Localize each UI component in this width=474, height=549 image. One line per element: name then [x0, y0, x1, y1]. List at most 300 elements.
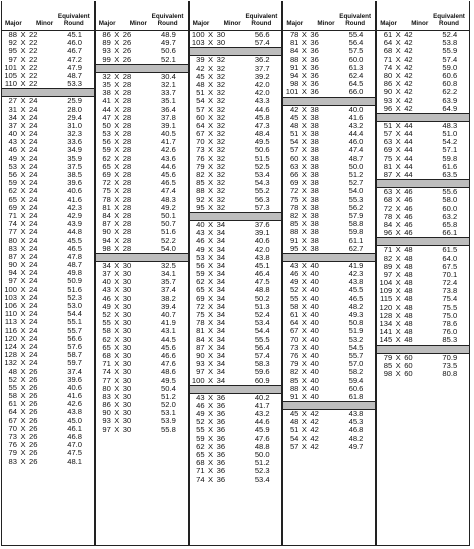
times-sign: X [395, 335, 401, 345]
equivalent-round-value: 44.4 [348, 129, 364, 139]
table-row [283, 443, 375, 451]
table-row [190, 39, 282, 47]
major-value: 53 [8, 161, 17, 171]
equivalent-round-value: 50.0 [254, 450, 270, 459]
minor-value: 30 [122, 310, 132, 319]
times-sign: X [20, 309, 26, 319]
equivalent-round-value: 29.4 [67, 112, 82, 122]
minor-value: 24 [29, 268, 38, 278]
equivalent-round-value: 51.0 [442, 129, 458, 139]
major-value: 59 [196, 433, 205, 443]
table-column [1, 1, 95, 546]
times-sign: X [301, 178, 307, 188]
major-value: 49 [196, 409, 205, 419]
equivalent-round-value: 59.6 [254, 367, 270, 377]
equivalent-round-value: 33.7 [161, 88, 176, 98]
major-value: 89 [102, 38, 111, 48]
equivalent-round-value: 60.9 [254, 375, 270, 385]
times-sign: X [395, 286, 401, 296]
times-sign: X [208, 342, 214, 352]
major-value: 78 [289, 202, 299, 212]
times-sign: X [114, 243, 120, 253]
table-row [2, 80, 94, 88]
equivalent-round-value: 70.1 [442, 269, 458, 279]
equivalent-round-value: 50.9 [67, 276, 82, 286]
major-value: 65 [196, 285, 205, 295]
equivalent-round-value: 58.7 [67, 350, 82, 360]
major-value: 42 [289, 104, 299, 114]
major-value: 59 [102, 145, 111, 155]
equivalent-round-value: 46.7 [67, 46, 82, 56]
major-value: 103 [191, 38, 205, 48]
times-sign: X [20, 104, 26, 114]
times-sign: X [395, 70, 401, 80]
times-sign: X [301, 153, 307, 163]
times-sign: X [208, 244, 214, 254]
equivalent-header-line: Equivalent [433, 13, 465, 20]
major-value: 49 [102, 301, 111, 311]
major-value: 68 [383, 195, 393, 205]
major-value: 85 [383, 360, 393, 370]
equivalent-round-value: 57.1 [442, 145, 458, 155]
equivalent-round-value: 62.7 [348, 243, 364, 253]
times-sign: X [395, 87, 401, 97]
minor-value: 30 [122, 301, 132, 311]
minor-value: 22 [29, 70, 38, 80]
times-sign: X [301, 433, 307, 443]
major-value: 89 [383, 261, 393, 271]
equivalent-round-value: 32.5 [161, 260, 176, 270]
major-value: 85 [196, 178, 205, 188]
major-value: 101 [285, 87, 299, 97]
times-sign: X [208, 112, 214, 122]
major-value: 97 [8, 276, 17, 286]
major-value: 62 [196, 277, 205, 287]
minor-value: 38 [310, 186, 319, 196]
times-sign: X [395, 120, 401, 130]
major-value: 68 [196, 458, 205, 468]
major-value: 64 [196, 120, 205, 130]
equivalent-round-value: 55.7 [67, 325, 82, 335]
major-value: 79 [383, 352, 393, 362]
minor-value: 28 [122, 235, 132, 245]
major-value: 69 [102, 170, 111, 179]
minor-value: 36 [216, 441, 226, 451]
minor-value: 28 [122, 219, 132, 229]
minor-value: 32 [216, 104, 226, 114]
minor-value: 30 [122, 408, 132, 418]
times-sign: X [20, 38, 26, 48]
major-value: 37 [8, 120, 17, 130]
equivalent-round-value: 57.0 [348, 359, 364, 369]
equivalent-round-value: 64.0 [442, 253, 458, 263]
times-sign: X [20, 46, 26, 56]
times-sign: X [20, 284, 26, 294]
equivalent-round-value: 61.5 [442, 245, 458, 255]
equivalent-round-value: 45.3 [348, 417, 364, 427]
major-value: 42 [196, 63, 205, 73]
major-value: 65 [8, 194, 17, 204]
minor-value: 24 [29, 292, 38, 302]
minor-value: 22 [29, 54, 38, 64]
minor-value: 34 [216, 244, 226, 254]
equivalent-round-value: 37.4 [67, 366, 82, 376]
minor-value: 32 [216, 137, 226, 147]
equivalent-round-value: 47.0 [67, 440, 82, 450]
equivalent-round-value: 40.2 [254, 392, 270, 402]
times-sign: X [208, 137, 214, 147]
minor-value: 46 [404, 203, 413, 213]
equivalent-round-value: 49.5 [254, 137, 270, 147]
minor-value: 32 [216, 129, 226, 139]
equivalent-round-value: 45.0 [67, 415, 82, 425]
equivalent-round-value: 40.6 [254, 236, 270, 246]
equivalent-round-value: 56.4 [254, 342, 270, 352]
major-value: 97 [8, 54, 17, 64]
equivalent-round-value: 52.3 [254, 466, 270, 476]
equivalent-round-value: 58.0 [442, 195, 458, 205]
minor-value: 24 [29, 186, 38, 196]
major-value: 145 [379, 335, 393, 345]
minor-value: 24 [29, 96, 38, 106]
times-sign: X [208, 228, 214, 238]
major-value: 94 [8, 268, 17, 278]
major-value: 116 [4, 325, 17, 335]
minor-value: 30 [122, 391, 132, 401]
major-value: 84 [383, 219, 393, 229]
major-value: 71 [383, 54, 393, 64]
equivalent-round-value: 32.3 [67, 129, 82, 139]
equivalent-round-value: 44.5 [161, 334, 176, 344]
times-sign: X [208, 392, 214, 402]
equivalent-round-value: 75.4 [442, 294, 458, 304]
equivalent-round-value: 55.7 [348, 350, 364, 360]
major-value: 95 [196, 202, 205, 212]
minor-value: 46 [404, 187, 413, 197]
major-value: 55 [102, 318, 111, 328]
equivalent-round-value: 48.2 [348, 433, 364, 443]
major-value: 83 [8, 456, 17, 466]
major-value: 64 [289, 318, 299, 328]
minor-value: 26 [29, 440, 38, 450]
equivalent-round-value: 61.8 [348, 391, 364, 401]
major-value: 45 [289, 409, 299, 419]
major-value: 113 [4, 317, 17, 327]
times-sign: X [208, 269, 214, 279]
equivalent-round-value: 59.8 [442, 153, 458, 163]
equivalent-round-value: 55.8 [161, 424, 176, 434]
major-value: 52 [196, 417, 205, 427]
minor-value: 24 [29, 153, 38, 163]
major-value: 65 [102, 342, 111, 352]
major-value: 80 [102, 383, 111, 393]
major-value: 74 [196, 474, 205, 484]
major-value: 56 [8, 170, 17, 179]
minor-value: 42 [404, 95, 413, 105]
equivalent-round-value: 44.6 [254, 104, 270, 114]
equivalent-round-value: 47.9 [67, 62, 82, 72]
equivalent-round-value: 54.4 [67, 309, 82, 319]
major-value: 83 [8, 243, 17, 253]
major-value: 76 [8, 440, 17, 450]
major-value: 51 [289, 425, 299, 435]
major-value: 81 [289, 38, 299, 48]
equivalent-round-value: 47.2 [67, 54, 82, 64]
equivalent-round-value: 53.3 [67, 79, 82, 89]
minor-value: 40 [310, 301, 319, 311]
major-value: 69 [196, 293, 205, 303]
minor-value: 48 [404, 278, 413, 288]
equivalent-round-value: 52.2 [161, 235, 176, 245]
minor-value: 24 [29, 276, 38, 286]
minor-value: 44 [404, 161, 413, 171]
minor-value: 32 [216, 145, 226, 155]
minor-value: 32 [216, 178, 226, 188]
times-sign: X [395, 294, 401, 304]
minor-value: 48 [404, 310, 413, 320]
equivalent-round-value: 50.4 [161, 383, 176, 393]
times-sign: X [208, 260, 214, 270]
equivalent-round-value: 38.2 [161, 293, 176, 303]
times-sign: X [301, 417, 307, 427]
table-row [283, 88, 375, 96]
table-column [376, 1, 470, 546]
major-value: 70 [289, 334, 299, 344]
times-sign: X [20, 202, 26, 212]
equivalent-round-value: 60.8 [442, 79, 458, 89]
minor-value: 32 [216, 186, 226, 196]
major-value: 48 [289, 417, 299, 427]
minor-value: 38 [310, 161, 319, 171]
minor-value: 28 [122, 210, 132, 220]
times-sign: X [20, 30, 26, 39]
times-sign: X [208, 202, 214, 212]
minor-value: 30 [122, 367, 132, 377]
equivalent-round-value: 43.1 [161, 326, 176, 336]
times-sign: X [301, 137, 307, 147]
minor-value: 34 [216, 326, 226, 336]
times-sign: X [114, 120, 120, 130]
major-value: 62 [8, 186, 17, 196]
times-sign: X [301, 79, 307, 89]
equivalent-round-value: 53.2 [348, 334, 364, 344]
equivalent-round-value: 41.9 [161, 318, 176, 328]
equivalent-round-value: 78.6 [442, 319, 458, 328]
equivalent-round-value: 38.5 [67, 170, 82, 179]
major-value: 68 [383, 46, 393, 56]
times-sign: X [301, 342, 307, 352]
times-sign: X [20, 243, 26, 253]
equivalent-round-value: 45.6 [161, 170, 176, 179]
times-sign: X [208, 301, 214, 311]
times-sign: X [114, 104, 120, 114]
table-row [283, 393, 375, 401]
times-sign: X [395, 203, 401, 213]
minor-value: 30 [216, 38, 226, 48]
times-sign: X [395, 137, 401, 147]
major-value: 90 [102, 408, 111, 418]
equivalent-round-value: 46.5 [67, 243, 82, 253]
minor-value: 34 [216, 293, 226, 303]
minor-value: 38 [310, 210, 319, 220]
major-value: 82 [289, 210, 299, 220]
times-sign: X [208, 409, 214, 419]
minor-value: 38 [310, 137, 319, 147]
minor-value: 30 [122, 416, 132, 426]
minor-value: 24 [29, 251, 38, 261]
times-sign: X [20, 301, 26, 310]
times-sign: X [301, 227, 307, 237]
equivalent-round-value: 48.4 [254, 129, 270, 139]
times-sign: X [20, 423, 26, 433]
equivalent-round-value: 59.7 [67, 358, 82, 368]
minor-value: 46 [404, 228, 413, 238]
minor-value: 38 [310, 243, 319, 253]
times-sign: X [114, 137, 120, 147]
major-value: 85 [289, 219, 299, 229]
equivalent-round-value: 49.7 [348, 441, 364, 451]
equivalent-round-value: 55.3 [348, 194, 364, 204]
major-value: 98 [102, 243, 111, 253]
minor-value: 28 [122, 227, 132, 237]
minor-value: 24 [29, 227, 38, 237]
equivalent-round-value: 49.8 [67, 268, 82, 278]
equivalent-round-value: 43.8 [348, 409, 364, 419]
times-sign: X [20, 137, 26, 147]
times-sign: X [114, 424, 120, 434]
minor-value: 34 [216, 260, 226, 270]
minor-value: 30 [122, 285, 132, 295]
minor-value: 24 [29, 178, 38, 188]
minor-value: 30 [122, 342, 132, 352]
minor-value: 24 [29, 219, 38, 229]
times-sign: X [395, 129, 401, 139]
times-sign: X [20, 325, 26, 335]
table-row [377, 336, 469, 344]
major-value: 124 [4, 341, 17, 351]
major-value: 57 [289, 441, 299, 451]
major-value: 97 [196, 367, 205, 377]
times-sign: X [208, 153, 214, 163]
minor-value: 26 [29, 432, 38, 441]
minor-value: 38 [310, 145, 319, 155]
equivalent-round-value: 51.6 [67, 284, 82, 294]
times-sign: X [301, 383, 307, 393]
equivalent-round-value: 64.9 [442, 103, 458, 113]
equivalent-round-value: 72.4 [442, 278, 458, 288]
minor-value: 48 [404, 319, 413, 328]
times-sign: X [395, 195, 401, 205]
times-sign: X [114, 178, 120, 188]
times-sign: X [114, 318, 120, 328]
equivalent-round-value: 52.1 [161, 54, 176, 64]
times-sign: X [208, 293, 214, 303]
times-sign: X [20, 129, 26, 139]
times-sign: X [208, 359, 214, 369]
major-value: 97 [383, 269, 393, 279]
major-value: 49 [289, 277, 299, 287]
equivalent-round-value: 59.4 [348, 375, 364, 385]
major-value: 53 [196, 252, 205, 262]
times-sign: X [20, 70, 26, 80]
major-value: 82 [196, 170, 205, 179]
minor-value: 36 [216, 474, 226, 484]
major-value: 74 [102, 367, 111, 377]
equivalent-round-value: 41.7 [254, 400, 270, 410]
times-sign: X [114, 79, 120, 89]
major-value: 100 [191, 30, 205, 39]
minor-value: 38 [310, 227, 319, 237]
minor-value: 24 [29, 145, 38, 155]
times-sign: X [20, 186, 26, 196]
times-sign: X [208, 425, 214, 435]
minor-value: 32 [216, 55, 226, 65]
major-value: 106 [4, 301, 17, 310]
times-sign: X [395, 261, 401, 271]
times-sign: X [20, 194, 26, 204]
minor-value: 36 [216, 392, 226, 402]
major-value: 66 [289, 170, 299, 179]
minor-value: 34 [216, 219, 226, 229]
times-sign: X [20, 341, 26, 351]
equivalent-round-value: 39.1 [254, 228, 270, 238]
major-value: 95 [8, 46, 17, 56]
equivalent-round-value: 25.9 [67, 96, 82, 106]
equivalent-header-line: Equivalent [339, 13, 372, 20]
times-sign: X [114, 260, 120, 270]
times-sign: X [301, 219, 307, 229]
times-sign: X [114, 96, 120, 106]
major-value: 61 [289, 310, 299, 319]
major-value: 98 [383, 368, 393, 378]
times-sign: X [208, 334, 214, 344]
equivalent-round-value: 53.9 [161, 416, 176, 426]
equivalent-round-value: 51.3 [254, 301, 270, 311]
major-value: 104 [379, 278, 393, 288]
minor-value: 34 [216, 375, 226, 385]
minor-value: 28 [122, 161, 132, 171]
times-sign: X [20, 235, 26, 245]
equivalent-round-value: 45.1 [67, 30, 82, 39]
equivalent-round-value: 75.0 [442, 310, 458, 320]
minor-value: 40 [310, 342, 319, 352]
equivalent-round-value: 41.9 [348, 260, 364, 270]
minor-value: 30 [122, 400, 132, 410]
minor-value: 26 [122, 30, 132, 39]
major-value: 84 [196, 334, 205, 344]
minor-value: 30 [122, 350, 132, 360]
times-sign: X [208, 120, 214, 130]
minor-value: 36 [310, 38, 319, 48]
equivalent-round-value: 34.9 [67, 145, 82, 155]
times-sign: X [208, 474, 214, 484]
major-value: 90 [196, 350, 205, 360]
times-sign: X [20, 96, 26, 106]
times-sign: X [395, 228, 401, 238]
equivalent-round-value: 57.4 [254, 350, 270, 360]
equivalent-round-value: 56.3 [254, 194, 270, 204]
minor-value: 28 [122, 88, 132, 98]
minor-value: 40 [310, 260, 319, 270]
times-sign: X [114, 342, 120, 352]
equivalent-round-value: 51.6 [161, 227, 176, 237]
minor-value: 24 [29, 284, 38, 294]
times-sign: X [114, 235, 120, 245]
minor-value: 44 [404, 120, 413, 130]
major-value: 98 [289, 79, 299, 89]
times-sign: X [208, 400, 214, 410]
minor-value: 30 [122, 334, 132, 344]
